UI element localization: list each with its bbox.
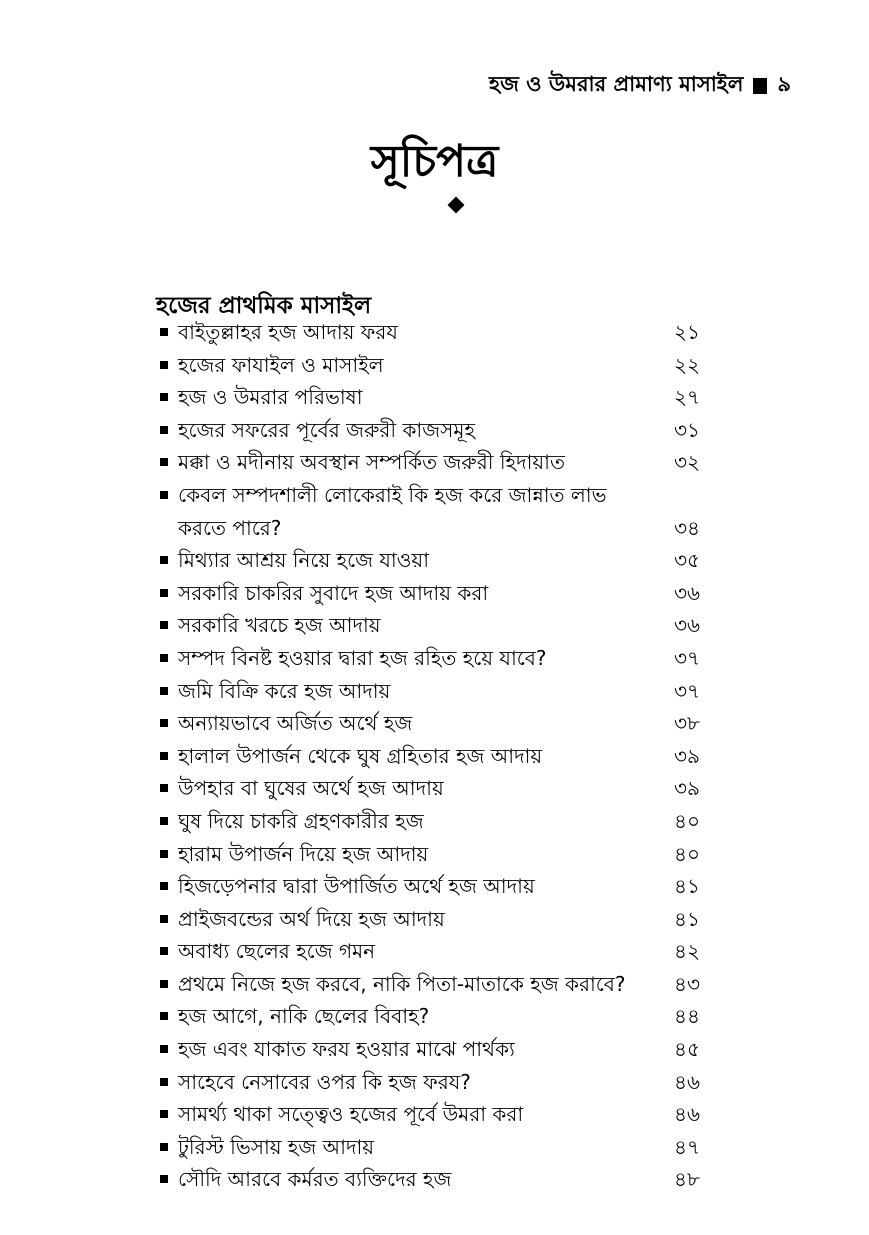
bullet-icon [160,882,168,890]
entry-page-number: ২২ [673,352,700,377]
toc-entry[interactable] [160,544,700,577]
toc-entry[interactable] [160,381,700,414]
toc-entry[interactable] [160,675,700,708]
page-number: ৯ [777,72,791,96]
toc-entry[interactable] [160,577,700,610]
bullet-icon [160,1143,168,1151]
entry-title: হজ এবং যাকাত ফরয হওয়ার মাঝে পার্থক্য [178,1037,515,1062]
toc-entry[interactable] [160,642,700,675]
entry-page-number: ৪১ [674,906,700,931]
entry-page-number: ৩৪ [674,515,700,540]
entry-title: হজের সফরের পূর্বের জরুরী কাজসমূহ [178,417,475,442]
toc-entry[interactable] [160,349,700,382]
bullet-icon [160,752,168,760]
bullet-icon [160,458,168,466]
entry-title: অবাধ্য ছেলের হজে গমন [178,939,376,964]
entry-page-number: ৩৯ [674,776,700,801]
toc-entry[interactable] [160,740,700,773]
bullet-icon [160,1012,168,1020]
entry-page-number: ৩৯ [674,743,700,768]
toc-entry[interactable] [160,609,700,642]
bullet-icon [160,1078,168,1086]
entry-title: মিথ্যার আশ্রয় নিয়ে হজে যাওয়া [178,548,429,573]
bullet-icon [160,1175,168,1183]
entry-page-number: ৩৭ [673,678,700,703]
toc-entry[interactable] [160,446,700,479]
entry-page-number: ৪৭ [674,1134,700,1159]
entry-page-number: ৩৬ [673,613,700,638]
entry-title: মক্কা ও মদীনায় অবস্থান সম্পর্কিত জরুরী হিদায়াত [178,450,565,475]
bullet-icon [160,556,168,564]
entry-page-number: ৩২ [673,450,700,475]
entry-title: বাইতুল্লাহর হজ আদায় ফরয [178,320,398,344]
toc-entry[interactable] [160,903,700,936]
entry-title: সম্পদ বিনষ্ট হওয়ার দ্বারা হজ রহিত হয়ে যাবে? [178,645,547,670]
toc-entry[interactable] [160,968,700,1001]
toc-entry[interactable] [160,1033,700,1066]
bullet-icon [160,784,168,792]
toc-entry[interactable] [160,870,700,903]
toc-entry[interactable] [160,1066,700,1099]
square-icon [753,78,767,94]
bullet-icon [160,850,168,858]
bullet-icon [160,361,168,369]
entry-title: সরকারি খরচে হজ আদায় [178,613,381,638]
bullet-icon [160,654,168,662]
entry-title: প্রথমে নিজে হজ করবে, নাকি পিতা-মাতাকে হজ করাবে? [178,971,626,996]
bullet-icon [160,915,168,923]
entry-page-number: ২১ [674,320,700,344]
toc-entry[interactable] [160,479,700,544]
bullet-icon [160,328,168,336]
entry-title: সাহেবে নেসাবের ওপর কি হজ ফরয? [178,1069,471,1094]
entry-title: জমি বিক্রি করে হজ আদায় [178,678,391,703]
entry-page-number: ৩১ [674,417,700,442]
entry-title: সৌদি আরবে কর্মরত ব্যক্তিদের হজ [178,1167,452,1192]
entry-title: হজ আগে, নাকি ছেলের বিবাহ? [178,1004,430,1029]
toc-entry[interactable] [160,1163,700,1196]
bullet-icon [160,719,168,727]
toc-entry[interactable] [160,1000,700,1033]
entry-page-number: ২৭ [673,385,700,410]
entry-title: টুরিস্ট ভিসায় হজ আদায় [178,1134,375,1159]
entry-page-number: ৪১ [674,874,700,899]
bullet-icon [160,589,168,597]
toc-entry[interactable] [160,838,700,871]
entry-page-number: ৪০ [674,808,700,833]
entry-title: উপহার বা ঘুষের অর্থে হজ আদায় [178,776,444,801]
toc-entry[interactable] [160,1098,700,1131]
bullet-icon [160,1045,168,1053]
entry-page-number: ৪০ [674,841,700,866]
entry-page-number: ৩৬ [673,580,700,605]
entry-title: হজ ও উমরার পরিভাষা [178,385,363,410]
bullet-icon [160,980,168,988]
entry-title: হজের ফাযাইল ও মাসাইল [178,352,384,377]
entry-page-number: ৪৬ [674,1102,700,1127]
entry-title: হারাম উপার্জন দিয়ে হজ আদায় [178,841,429,866]
toc-entry[interactable] [160,316,700,349]
entry-page-number: ৪৩ [674,971,700,996]
entry-title: কেবল সম্পদশালী লোকেরাই কি হজ করে জান্নাত লাভ করতে পারে? [178,482,607,540]
entry-title: হিজড়েপনার দ্বারা উপার্জিত অর্থে হজ আদায় [178,874,535,899]
toc-entry[interactable] [160,805,700,838]
entry-title: প্রাইজবন্ডের অর্থ দিয়ে হজ আদায় [178,906,445,931]
entry-page-number: ৪৬ [674,1069,700,1094]
entry-page-number: ৩৮ [674,711,700,736]
bullet-icon [160,947,168,955]
entry-title: ঘুষ দিয়ে চাকরি গ্রহণকারীর হজ [178,808,424,833]
toc-entry[interactable] [160,935,700,968]
bullet-icon [160,393,168,401]
bullet-icon [160,426,168,434]
entry-title: অন্যায়ভাবে অর্জিত অর্থে হজ [178,711,413,736]
entry-title: হালাল উপার্জন থেকে ঘুষ গ্রহিতার হজ আদায় [178,743,543,768]
bullet-icon [160,621,168,629]
section-heading: হজের প্রাথমিক মাসাইল [156,293,372,319]
bullet-icon [160,491,168,499]
entry-title: সরকারি চাকরির সুবাদে হজ আদায় করা [178,580,489,605]
entry-title: সামর্থ্য থাকা সত্ত্বেও হজের পূর্বে উমরা করা [178,1102,524,1127]
toc-entry[interactable] [160,1131,700,1164]
entry-page-number: ৪৪ [674,1004,700,1029]
bullet-icon [160,687,168,695]
table-of-contents [160,316,700,1196]
entry-page-number: ৩৭ [673,645,700,670]
toc-entry[interactable] [160,772,700,805]
bullet-icon [160,1110,168,1118]
running-header [489,68,791,103]
entry-page-number: ৪৫ [674,1037,700,1062]
bullet-icon [160,817,168,825]
page-title: সূচিপত্র [370,136,499,187]
entry-page-number: ৩৫ [674,548,700,573]
toc-entry[interactable] [160,414,700,447]
toc-entry[interactable] [160,707,700,740]
entry-page-number: ৪৮ [674,1167,700,1192]
running-title: হজ ও উমরার প্রামাণ্য মাসাইল [489,72,744,96]
entry-page-number: ৪২ [674,939,700,964]
